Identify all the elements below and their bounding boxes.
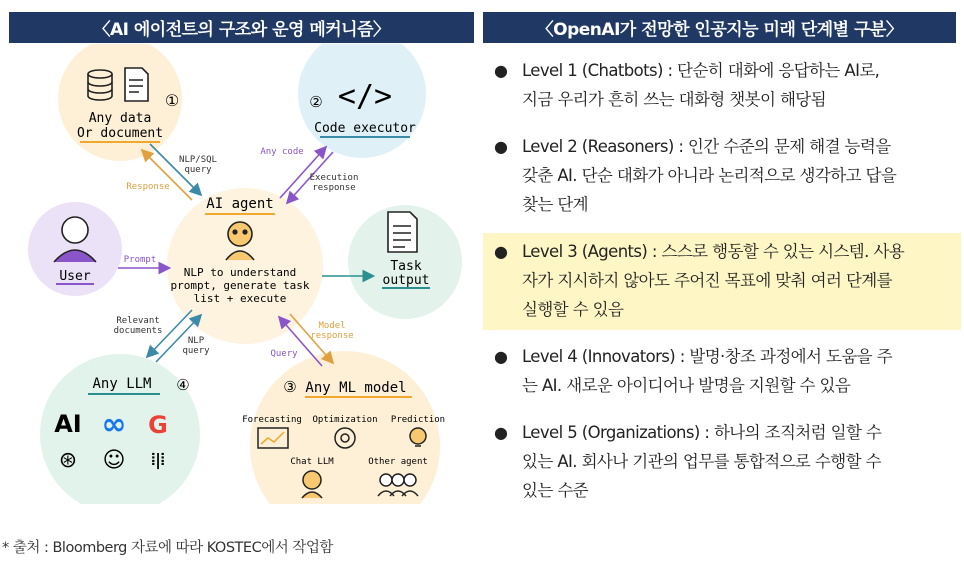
ml-item-forecasting: Forecasting <box>242 415 302 425</box>
level-text-line: 는 AI. 새로운 아이디어나 발명을 지원할 수 있음 <box>522 376 851 395</box>
edge-label-exec-1: Execution <box>309 173 359 183</box>
edge-label-model-1: Model <box>318 321 346 331</box>
mistral-logo-icon: ⦙|⦙ <box>151 450 165 469</box>
edge-label-relevant-2: documents <box>113 326 163 336</box>
llm-node-number: ④ <box>176 376 190 394</box>
edge-label-any-code: Any code <box>260 147 304 157</box>
level-text-line: 갖춘 AI. 단순 대화가 아니라 논리적으로 생각하고 답을 <box>522 166 897 185</box>
bullet-icon: ● <box>494 423 508 442</box>
level-item-highlighted <box>483 233 961 330</box>
bullet-icon: ● <box>494 242 508 261</box>
level-text-line: Level 3 (Agents) : 스스로 행동할 수 있는 시스템. 사용 <box>522 242 905 261</box>
level-text-line: Level 1 (Chatbots) : 단순히 대화에 응답하는 AI로, <box>522 61 880 80</box>
google-logo-icon: G <box>148 411 168 439</box>
edge-label-prompt: Prompt <box>123 255 157 265</box>
anthropic-logo-icon: AI <box>54 410 82 438</box>
right-panel-title: 〈OpenAI가 전망한 인공지능 미래 단계별 구분〉 <box>483 12 956 43</box>
level-text-line: 자가 지시하지 않아도 주어진 목표에 맞춰 여러 단계를 <box>522 271 892 290</box>
level-text-line: 있는 수준 <box>522 481 589 500</box>
ml-item-chat-llm: Chat LLM <box>290 457 334 467</box>
ml-node-title: Any ML model <box>305 380 407 396</box>
edge-label-response: Response <box>126 182 170 192</box>
edge-label-nlp-query-2: query <box>182 346 210 356</box>
edge-label-exec-2: response <box>312 183 356 193</box>
level-text-line: 찾는 단계 <box>522 195 589 214</box>
llm-node-title: Any LLM <box>92 376 152 392</box>
user-node-label: User <box>59 269 91 284</box>
level-item <box>483 52 961 120</box>
task-node-label-2: output <box>382 273 430 288</box>
bullet-icon: ● <box>494 61 508 80</box>
edge-label-relevant-1: Relevant <box>116 316 160 326</box>
task-node-label-1: Task <box>390 259 422 274</box>
source-note: * 출처 : Bloomberg 자료에 따라 KOSTEC에서 작업함 <box>2 540 333 556</box>
level-item <box>483 128 961 225</box>
level-list <box>483 52 961 519</box>
agent-desc-1: NLP to understand <box>183 266 297 279</box>
bullet-icon: ● <box>494 347 508 366</box>
openai-logo-icon: ⊛ <box>58 448 78 473</box>
meta-logo-icon: ∞ <box>101 407 127 442</box>
code-brackets-icon: </> <box>337 79 393 114</box>
edge-label-nlp-sql-1: NLP/SQL <box>179 155 217 165</box>
ml-item-other-agent: Other agent <box>368 457 428 467</box>
left-panel-title: 〈AI 에이전트의 구조와 운영 메커니즘〉 <box>9 12 474 43</box>
level-text-line: Level 2 (Reasoners) : 인간 수준의 문제 해결 능력을 <box>522 137 891 156</box>
level-text-line: 실행할 수 있음 <box>522 300 624 319</box>
data-node-label-2: Or document <box>76 126 164 141</box>
ml-item-prediction: Prediction <box>390 415 446 425</box>
code-node-label: Code executor <box>314 121 416 136</box>
agent-title: AI agent <box>206 196 274 212</box>
edge-label-nlp-query-1: NLP <box>187 336 205 346</box>
level-text-line: Level 5 (Organizations) : 하나의 조직처럼 일할 수 <box>522 423 882 442</box>
task-document-icon <box>388 212 417 252</box>
level-text-line: 지금 우리가 흔히 쓰는 대화형 챗봇이 해당됨 <box>522 90 826 109</box>
data-node-label-1: Any data <box>88 111 152 126</box>
ai-agent-diagram <box>0 44 480 504</box>
edge-label-nlp-sql-2: query <box>184 165 212 175</box>
bullet-icon: ● <box>494 137 508 156</box>
edge-label-query: Query <box>270 349 298 359</box>
level-text-line: 있는 AI. 회사나 기관의 업무를 통합적으로 수행할 수 <box>522 452 881 471</box>
edge-label-model-2: response <box>310 331 354 341</box>
level-item <box>483 338 961 406</box>
level-item <box>483 414 961 511</box>
data-node-number: ① <box>164 91 180 110</box>
data-node-bg <box>58 44 182 161</box>
ml-item-optimization: Optimization <box>312 415 378 425</box>
code-node-number: ② <box>309 93 323 111</box>
level-text-line: Level 4 (Innovators) : 발명·창조 과정에서 도움을 주 <box>522 347 893 366</box>
agent-desc-3: list + execute <box>193 292 287 305</box>
agent-desc-2: prompt, generate task <box>170 279 310 292</box>
document-icon <box>125 68 148 101</box>
robot-logo-icon: ☺ <box>102 448 126 473</box>
ml-node-number: ③ <box>283 378 297 396</box>
